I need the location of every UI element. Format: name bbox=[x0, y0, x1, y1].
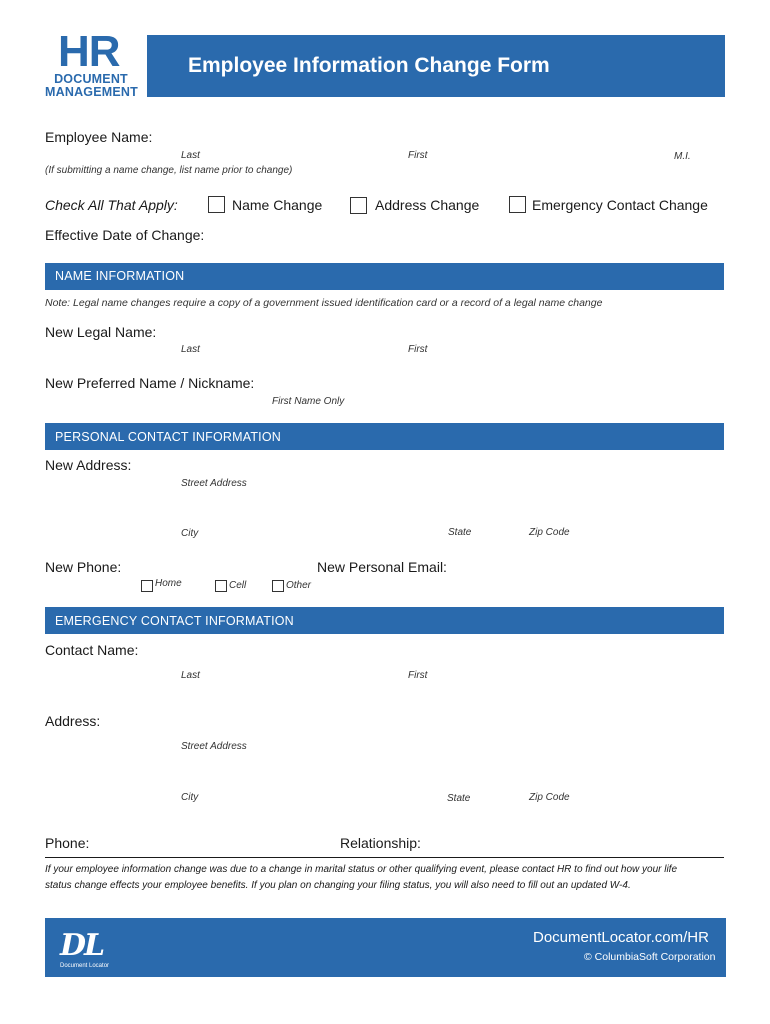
benefits-note-line-2: status change effects your employee benefits. If you plan on changing your filing status, you will also need to fill out an updated W-4. bbox=[45, 879, 631, 891]
effective-date-label: Effective Date of Change: bbox=[45, 227, 205, 243]
zip-code-caption: Zip Code bbox=[529, 527, 570, 538]
employee-first-caption: First bbox=[408, 150, 428, 161]
document-locator-logo-caption: Document Locator bbox=[60, 963, 110, 969]
new-address-label: New Address: bbox=[45, 457, 132, 473]
street-address-caption: Street Address bbox=[181, 478, 247, 489]
emergency-contact-title: EMERGENCY CONTACT INFORMATION bbox=[55, 614, 294, 628]
logo-line-1: DOCUMENT bbox=[54, 72, 128, 86]
new-legal-name-label: New Legal Name: bbox=[45, 324, 157, 340]
contact-first-caption: First bbox=[408, 670, 428, 681]
legal-last-caption: Last bbox=[181, 344, 200, 355]
employee-last-caption: Last bbox=[181, 150, 200, 161]
state-caption: State bbox=[448, 527, 472, 538]
footer-copyright: © ColumbiaSoft Corporation bbox=[584, 951, 716, 963]
emergency-contact-change-label: Emergency Contact Change bbox=[532, 197, 708, 213]
first-name-only-caption: First Name Only bbox=[272, 396, 345, 407]
contact-last-caption: Last bbox=[181, 670, 200, 681]
footer-bar bbox=[45, 918, 726, 977]
hr-logo-subtitle bbox=[45, 73, 137, 99]
cell-phone-label: Cell bbox=[229, 580, 247, 591]
name-information-title: NAME INFORMATION bbox=[55, 269, 185, 283]
benefits-note bbox=[45, 862, 735, 893]
hr-logo: HR bbox=[58, 27, 120, 76]
other-phone-checkbox[interactable] bbox=[272, 580, 284, 592]
personal-contact-title: PERSONAL CONTACT INFORMATION bbox=[55, 430, 281, 444]
check-all-label: Check All That Apply: bbox=[45, 197, 178, 213]
contact-name-label: Contact Name: bbox=[45, 642, 139, 658]
other-phone-label: Other bbox=[286, 580, 312, 591]
logo-line-2: MANAGEMENT bbox=[45, 85, 138, 99]
contact-street-caption: Street Address bbox=[181, 741, 247, 752]
contact-state-caption: State bbox=[447, 793, 471, 804]
preferred-name-label: New Preferred Name / Nickname: bbox=[45, 375, 255, 391]
document-locator-logo: DL bbox=[60, 928, 104, 963]
emergency-contact-change-checkbox[interactable] bbox=[509, 196, 526, 213]
footer-website-link[interactable]: DocumentLocator.com/HR bbox=[533, 929, 709, 946]
employee-name-label: Employee Name: bbox=[45, 129, 153, 145]
name-change-label: Name Change bbox=[232, 197, 323, 213]
address-change-label: Address Change bbox=[375, 197, 480, 213]
contact-city-caption: City bbox=[181, 792, 199, 803]
employee-mi-caption: M.I. bbox=[674, 151, 691, 162]
home-phone-label: Home bbox=[155, 578, 182, 589]
benefits-note-line-1: If your employee information change was due to a change in marital status or other qualifying event, please contact HR to find out how your life bbox=[45, 864, 678, 875]
contact-phone-label: Phone: bbox=[45, 835, 90, 851]
divider bbox=[45, 857, 724, 858]
home-phone-checkbox[interactable] bbox=[141, 580, 153, 592]
contact-address-label: Address: bbox=[45, 713, 101, 729]
address-change-checkbox[interactable] bbox=[350, 197, 367, 214]
relationship-label: Relationship: bbox=[340, 835, 421, 851]
name-change-checkbox[interactable] bbox=[208, 196, 225, 213]
new-phone-label: New Phone: bbox=[45, 559, 122, 575]
legal-name-note: Note: Legal name changes require a copy of a government issued identification card or a record of a legal name change bbox=[45, 297, 603, 309]
cell-phone-checkbox[interactable] bbox=[215, 580, 227, 592]
new-email-label: New Personal Email: bbox=[317, 559, 447, 575]
employee-name-note: (If submitting a name change, list name prior to change) bbox=[45, 165, 293, 176]
city-caption: City bbox=[181, 528, 199, 539]
legal-first-caption: First bbox=[408, 344, 428, 355]
page-title: Employee Information Change Form bbox=[188, 54, 550, 77]
contact-zip-caption: Zip Code bbox=[529, 792, 570, 803]
